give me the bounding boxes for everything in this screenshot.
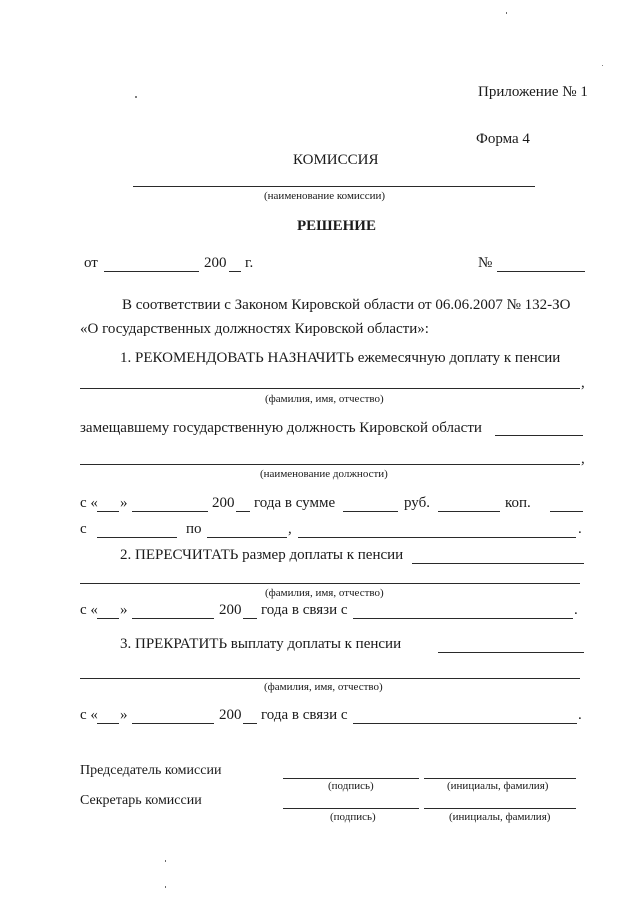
item3-fio-caption: (фамилия, имя, отчество) xyxy=(264,681,383,693)
scan-speck xyxy=(602,65,603,66)
item1-quote-close: » xyxy=(120,495,128,511)
item1-rub: руб. xyxy=(404,495,430,511)
preamble-line-2: «О государственных должностях Кировской области»: xyxy=(80,321,429,337)
chairman-signature-caption: (подпись) xyxy=(328,780,374,792)
date-prefix: от xyxy=(84,255,98,271)
chairman-initials-caption: (инициалы, фамилия) xyxy=(447,780,549,792)
item1-period-comma: , xyxy=(288,521,292,537)
scan-speck xyxy=(135,96,137,98)
item2-from-prefix: с « xyxy=(80,602,98,618)
item1-kop: коп. xyxy=(505,495,531,511)
item2-heading-line xyxy=(412,563,584,564)
item1-fio-caption: (фамилия, имя, отчество) xyxy=(265,393,384,405)
item1-year-line xyxy=(236,511,250,512)
item1-kop-value-line xyxy=(550,511,583,512)
scan-speck xyxy=(165,886,166,888)
item1-s-prefix: с xyxy=(80,521,87,537)
secretary-label: Секретарь комиссии xyxy=(80,793,202,808)
item1-period-end-line xyxy=(207,537,287,538)
item1-month-line xyxy=(132,511,208,512)
item2-fio-line xyxy=(80,583,580,584)
item3-day-line xyxy=(97,723,119,724)
item1-day-line xyxy=(97,511,119,512)
item1-period-extra-line xyxy=(298,537,576,538)
item1-rub-line xyxy=(343,511,398,512)
item1-position-line-a xyxy=(495,435,583,436)
item3-reason-text: года в связи с xyxy=(261,707,348,723)
secretary-signature-caption: (подпись) xyxy=(330,811,376,823)
item1-position-comma: , xyxy=(581,451,585,467)
secretary-initials-caption: (инициалы, фамилия) xyxy=(449,811,551,823)
scan-speck xyxy=(506,12,507,14)
item3-year: 200 xyxy=(219,707,242,723)
item2-fio-caption: (фамилия, имя, отчество) xyxy=(265,587,384,599)
decision-year-line xyxy=(229,271,241,272)
decision-year-suffix: г. xyxy=(245,255,254,271)
item1-position-text: замещавшему государственную должность Кировской области xyxy=(80,420,482,436)
item1-period-start-line xyxy=(97,537,177,538)
commission-name-caption: (наименование комиссии) xyxy=(264,190,386,202)
item3-heading-line xyxy=(438,652,584,653)
commission-name-line xyxy=(133,186,535,187)
item1-sum-text: года в сумме xyxy=(254,495,336,511)
item3-reason-line xyxy=(353,723,577,724)
item2-month-line xyxy=(132,618,214,619)
item2-reason-text: года в связи с xyxy=(261,602,348,618)
item1-kop-line xyxy=(438,511,500,512)
item3-end-dot: . xyxy=(578,707,582,723)
item2-reason-line xyxy=(353,618,573,619)
chairman-initials-line xyxy=(424,778,576,779)
item1-position-caption: (наименование должности) xyxy=(260,468,388,480)
chairman-label: Председатель комиссии xyxy=(80,763,222,778)
secretary-signature-line xyxy=(283,808,419,809)
item3-from-prefix: с « xyxy=(80,707,98,723)
decision-number-line xyxy=(497,271,585,272)
item1-po: по xyxy=(186,521,202,537)
appendix-label: Приложение № 1 xyxy=(478,84,588,100)
number-sign: № xyxy=(478,255,493,271)
item1-position-line-b xyxy=(80,464,580,465)
item1-from-prefix: с « xyxy=(80,495,98,511)
decision-title: РЕШЕНИЕ xyxy=(297,218,376,234)
item2-heading: 2. ПЕРЕСЧИТАТЬ размер доплаты к пенсии xyxy=(120,547,404,563)
item3-fio-line xyxy=(80,678,580,679)
form-number: Форма 4 xyxy=(476,131,530,147)
secretary-initials-line xyxy=(424,808,576,809)
scan-speck xyxy=(165,860,166,862)
item3-year-line xyxy=(243,723,257,724)
preamble-line-1: В соответствии с Законом Кировской области от 06.06.2007 № 132-ЗО xyxy=(122,297,571,313)
decision-year: 200 xyxy=(204,255,227,271)
item1-year: 200 xyxy=(212,495,235,511)
item1-period-dot: . xyxy=(578,521,582,537)
chairman-signature-line xyxy=(283,778,419,779)
item3-month-line xyxy=(132,723,214,724)
item1-fio-comma: , xyxy=(581,375,585,391)
item2-quote-close: » xyxy=(120,602,128,618)
item2-year: 200 xyxy=(219,602,242,618)
item3-heading: 3. ПРЕКРАТИТЬ выплату доплаты к пенсии xyxy=(120,636,402,652)
item2-end-dot: . xyxy=(574,602,578,618)
item1-fio-line xyxy=(80,388,580,389)
item2-day-line xyxy=(97,618,119,619)
item1-heading: 1. РЕКОМЕНДОВАТЬ НАЗНАЧИТЬ ежемесячную доплату к пенсии xyxy=(120,350,561,366)
commission-title: КОМИССИЯ xyxy=(293,152,379,168)
date-line xyxy=(104,271,199,272)
item3-quote-close: » xyxy=(120,707,128,723)
item2-year-line xyxy=(243,618,257,619)
